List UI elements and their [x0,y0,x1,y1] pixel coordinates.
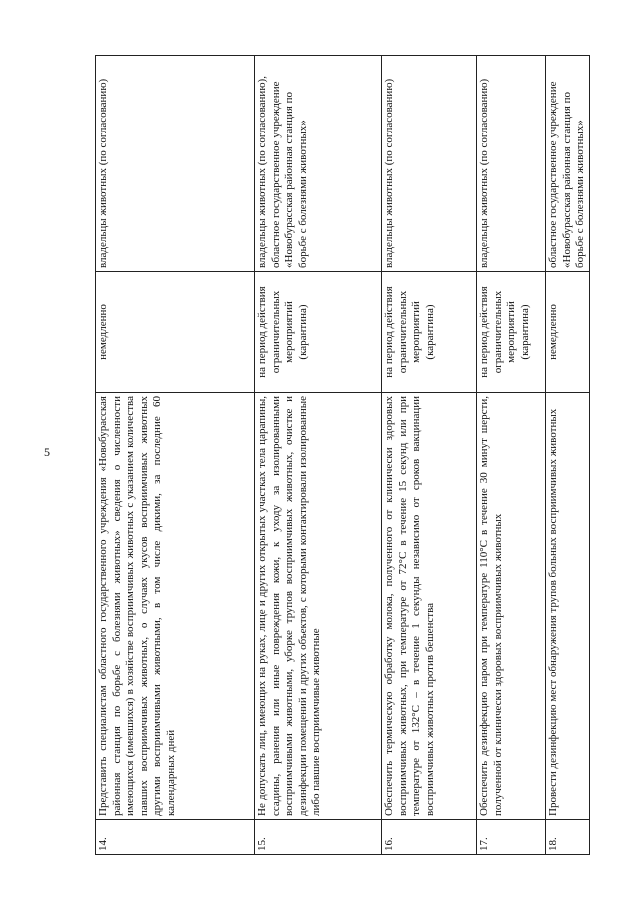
measure-timing: немедленно [96,272,255,393]
row-number: 15. [255,820,382,855]
page-number: 5 [44,445,50,459]
measure-responsible: владельцы животных (по согласованию), областное государственное учреждение «Новобурасская районная станция по борьбе с болезнями животных» [255,56,382,272]
measure-responsible: владельцы животных (по согласованию) [382,56,477,272]
row-number: 17. [477,820,546,855]
measure-responsible: владельцы животных (по согласованию) [477,56,546,272]
table-row [546,56,590,855]
table-row [477,56,546,855]
measure-timing: на период действия ограничительных мероприятий (карантина) [255,272,382,393]
row-number: 14. [96,820,255,855]
measure-timing: немедленно [546,272,590,393]
measure-text: Не допускать лиц, имеющих на руках, лице и других открытых участках тела царапины, ссадины, ранения или иные повреждения кожи, к уходу за изолированными восприимчивыми животными, уборке трупов восприимчивых животных, очистке и дезинфекции помещений и других объектов, с которыми контактировали изолированные либо павшие восприимчивые животные [255,393,382,820]
measure-responsible: областное государственное учреждение «Новобурасская районная станция по борьбе с болезнями животных» [546,56,590,272]
row-number: 18. [546,820,590,855]
table-row [255,56,382,855]
measure-text: Представить специалистам областного государственного учреждения «Новобурасская районная станция по борьбе с болезнями животных» сведения о численности имеющихся (имевшихся) в хозяйстве восприимчивых животных с указанием количества павших восприимчивых животных, о случаях укусов восприимчивых животных другими восприимчивыми животными, в том числе дикими, за последние 60 календарных дней [96,393,255,820]
measure-timing: на период действия ограничительных мероприятий (карантина) [477,272,546,393]
measure-responsible: владельцы животных (по согласованию) [96,56,255,272]
measure-timing: на период действия ограничительных мероприятий (карантина) [382,272,477,393]
row-number: 16. [382,820,477,855]
measure-text: Провести дезинфекцию мест обнаружения трупов больных восприимчивых животных [546,393,590,820]
measures-table [95,55,585,855]
measure-text: Обеспечить дезинфекцию паром при температуре 110°С в течение 30 минут шерсти, полученной от клинически здоровых восприимчивых животных [477,393,546,820]
measure-text: Обеспечить термическую обработку молока, полученного от клинически здоровых восприимчивых животных, при температуре от 72°С в течение 15 секунд или при температуре от 132°С – в течение 1 секунды независимо от сроков вакцинации восприимчивых животных против бешенства [382,393,477,820]
table-row [96,56,255,855]
table-row [382,56,477,855]
